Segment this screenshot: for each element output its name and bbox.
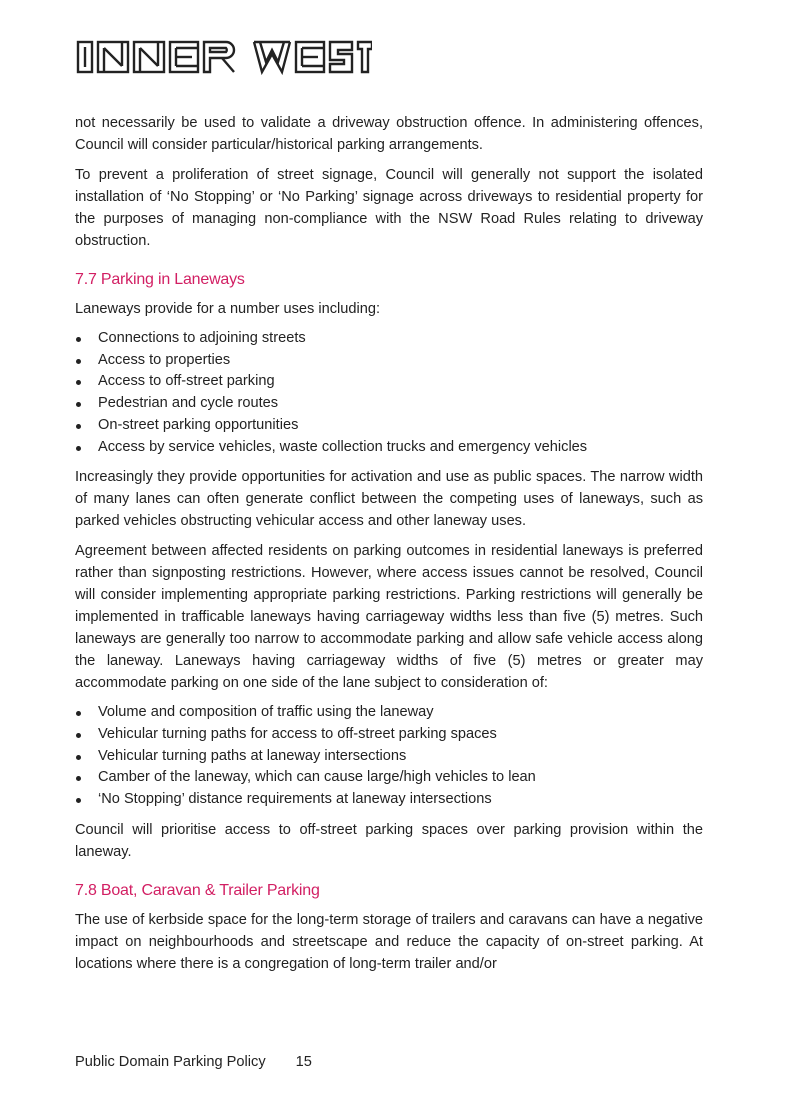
list-item: Access by service vehicles, waste collection trucks and emergency vehicles xyxy=(75,437,703,459)
laneway-uses-list xyxy=(75,328,703,458)
paragraph-laneway-prioritise: Council will prioritise access to off-street parking spaces over parking provision within the laneway. xyxy=(75,821,703,860)
list-item: On-street parking opportunities xyxy=(75,415,703,437)
list-item: Connections to adjoining streets xyxy=(75,328,703,350)
paragraph-laneway-agreement: Agreement between affected residents on parking outcomes in residential laneways is preferred rather than signposting restrictions. However, where access issues cannot be resolved, Council will consider implementing appropriate parking restrictions. Parking restrictions will generally be implemented in trafficable laneways having carriageway widths less than five (5) metres. Such laneways are generally too narrow to accommodate parking and allow safe vehicle access along the laneway. Laneways having carriageway widths of five (5) metres or greater may accommodate parking on one side of the lane subject to consideration of: xyxy=(75,543,703,692)
list-item: Access to properties xyxy=(75,350,703,372)
paragraph-signage-proliferation: To prevent a proliferation of street signage, Council will generally not support the isolated installation of ‘No Stopping’ or ‘No Parking’ signage across driveways to residential property for the purposes of managing non-compliance with the NSW Road Rules relating to driveway obstruction. xyxy=(75,167,703,249)
logo-wordmark xyxy=(76,36,372,76)
list-item: ‘No Stopping’ distance requirements at laneway intersections xyxy=(75,789,703,811)
paragraph-laneway-intro: Laneways provide for a number uses including: xyxy=(75,301,381,317)
list-item: Camber of the laneway, which can cause large/high vehicles to lean xyxy=(75,767,703,789)
list-item: Volume and composition of traffic using the laneway xyxy=(75,702,703,724)
paragraph-trailer-storage: The use of kerbside space for the long-term storage of trailers and caravans can have a negative impact on neighbourhoods and streetscape and reduce the capacity of on-street parking. At locations where there is a congregation of long-term trailer and/or xyxy=(75,911,703,972)
paragraph-driveway-obstruction: not necessarily be used to validate a driveway obstruction offence. In administering offences, Council will consider particular/historical parking arrangements. xyxy=(75,115,703,153)
page-footer xyxy=(75,1052,312,1072)
footer-document-title: Public Domain Parking Policy xyxy=(75,1054,266,1070)
laneway-considerations-list xyxy=(75,702,703,811)
paragraph-laneway-activation: Increasingly they provide opportunities for activation and use as public spaces. The narrow width of many lanes can often generate conflict between the competing uses of laneways, such as parked vehicles obstructing vehicular access and other laneway uses. xyxy=(75,469,703,530)
section-heading-7-8: 7.8 Boat, Caravan & Trailer Parking xyxy=(75,881,320,899)
page-body xyxy=(75,112,703,983)
list-item: Pedestrian and cycle routes xyxy=(75,393,703,415)
list-item: Access to off-street parking xyxy=(75,371,703,393)
section-heading-7-7: 7.7 Parking in Laneways xyxy=(75,271,245,288)
list-item: Vehicular turning paths at laneway intersections xyxy=(75,746,703,768)
inner-west-logo xyxy=(76,36,372,76)
footer-page-number: 15 xyxy=(295,1054,312,1070)
list-item: Vehicular turning paths for access to off-street parking spaces xyxy=(75,724,703,746)
